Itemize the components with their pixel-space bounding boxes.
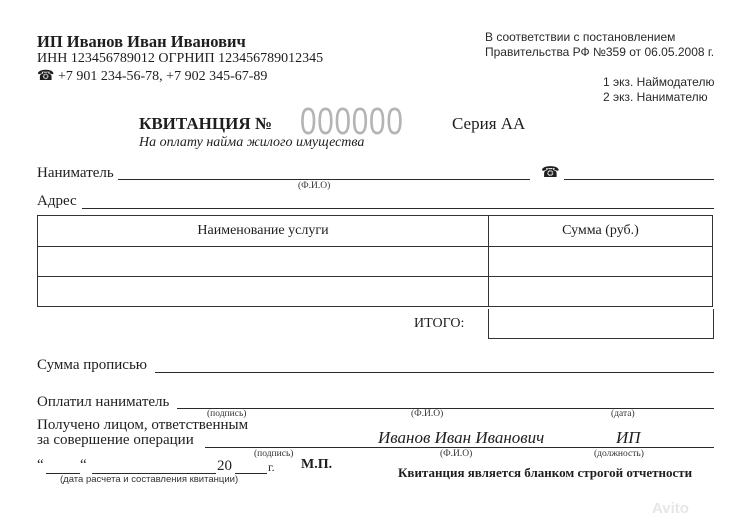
regulation-notice: [485, 30, 714, 60]
date-year-input-line[interactable]: [235, 473, 267, 474]
header-amount: Сумма (руб.): [489, 216, 713, 247]
copy-1: 1 экз. Наймодателю: [603, 75, 715, 89]
date-year-suffix: г.: [268, 460, 275, 474]
table-header-row: [38, 216, 713, 247]
issuer-phone-numbers: +7 901 234-56-78, +7 902 345-67-89: [57, 69, 268, 84]
received-signature-caption: (подпись): [254, 449, 294, 459]
table-row: [38, 247, 713, 277]
regulation-line-1: В соответствии с постановлением: [485, 30, 676, 44]
paid-by-name-caption: (Ф.И.О): [411, 409, 444, 419]
copy-2: 2 экз. Нанимателю: [603, 90, 708, 104]
service-name-cell[interactable]: [38, 247, 489, 277]
tenant-input-line[interactable]: [118, 179, 530, 180]
receipt-title: КВИТАНЦИЯ №: [139, 114, 272, 133]
tenant-caption: (Ф.И.О): [298, 181, 331, 191]
amount-words-input-line[interactable]: [155, 372, 714, 373]
issuer-ids: ИНН 123456789012 ОГРНИП 123456789012345: [37, 51, 324, 66]
address-label: Адрес: [37, 193, 77, 209]
copies-note: [603, 75, 714, 105]
paid-by-signature-caption: (подпись): [207, 409, 247, 419]
header-service-name: Наименование услуги: [38, 216, 489, 247]
date-open-quote: “: [37, 457, 44, 473]
avito-watermark: Avito: [652, 500, 689, 517]
received-name-caption: (Ф.И.О): [440, 449, 473, 459]
tenant-phone-input-line[interactable]: [564, 179, 714, 180]
received-name: Иванов Иван Иванович: [378, 428, 545, 447]
tenant-label: Наниматель: [37, 165, 114, 181]
received-position-caption: (должность): [594, 449, 644, 459]
issuer-name: ИП Иванов Иван Иванович: [37, 32, 246, 51]
telephone-icon: ☎: [541, 165, 560, 181]
issuer-phones: [37, 68, 267, 85]
date-caption: (дата расчета и составления квитанции): [60, 474, 239, 485]
amount-words-label: Сумма прописью: [37, 357, 148, 373]
receipt-series: Серия АА: [452, 114, 526, 133]
paid-by-date-caption: (дата): [611, 409, 635, 419]
stamp-label: М.П.: [301, 457, 333, 472]
service-name-cell[interactable]: [38, 277, 489, 307]
service-amount-cell[interactable]: [489, 247, 713, 277]
services-table: [37, 215, 713, 307]
date-year-prefix: 20: [217, 458, 232, 474]
regulation-line-2: Правительства РФ №359 от 06.05.2008 г.: [485, 45, 715, 59]
received-position: ИП: [616, 428, 641, 447]
total-amount-cell[interactable]: [488, 309, 714, 339]
receipt-number: 000000: [300, 101, 404, 143]
paid-by-label: Оплатил наниматель: [37, 394, 170, 410]
telephone-icon: ☎: [37, 69, 55, 84]
address-input-line[interactable]: [82, 208, 714, 209]
total-label: ИТОГО:: [414, 316, 465, 331]
received-label-line-2: за совершение операции: [37, 432, 194, 448]
table-row: [38, 277, 713, 307]
receipt-subtitle: На оплату найма жилого имущества: [139, 135, 365, 150]
strict-reporting-notice: Квитанция является бланком строгой отчетности: [398, 465, 693, 480]
service-amount-cell[interactable]: [489, 277, 713, 307]
date-close-quote: “: [80, 457, 87, 473]
received-label-line-1: Получено лицом, ответственным: [37, 417, 249, 433]
